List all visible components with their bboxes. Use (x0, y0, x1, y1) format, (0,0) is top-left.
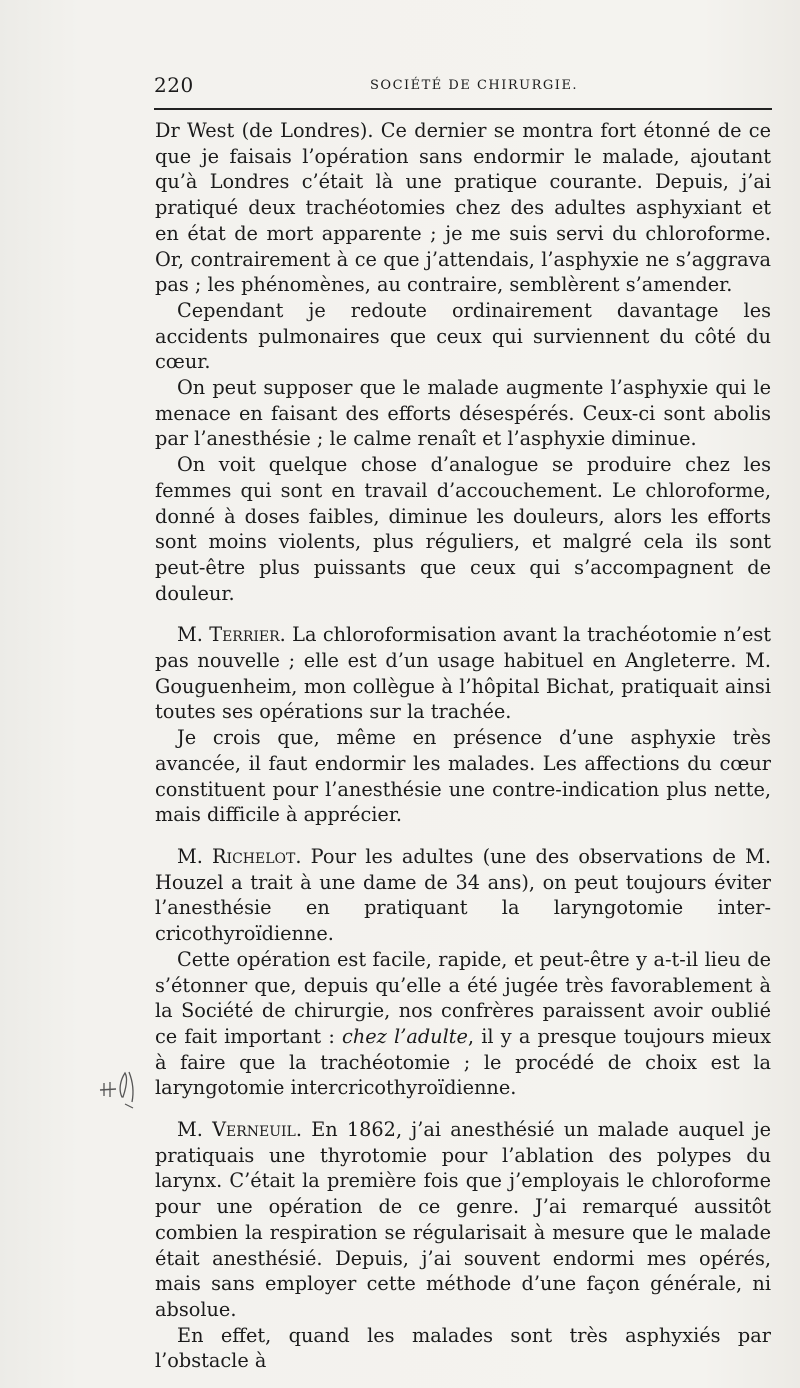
speaker-name: M. Terrier. (177, 623, 286, 647)
paragraph-terrier: M. Terrier. La chloroformisation avant la trachéotomie n’est pas nouvelle ; elle est d’un usage habituel en Angleterre. M. Gouguenheim, mon collègue à l’hôpital Bichat, pratiquait ainsi toutes ses opérations sur la trachée. (155, 623, 771, 724)
paragraph-accouchement: On voit quelque chose d’analogue se produire chez les femmes qui sont en travail d’accouchement. Le chloroforme, donné à doses faibles, diminue les douleurs, alors les efforts sont moins violents, plus réguliers, et malgré cela ils sont peut-être plus puissants que ceux qui s’accompagnent de douleur. (155, 453, 771, 605)
emphasis-text: chez l’adulte (342, 1024, 468, 1048)
speaker-name: M. Verneuil. (177, 1118, 302, 1142)
body-text (155, 118, 771, 1374)
paragraph-en-effet: En effet, quand les malades sont très asphyxiés par l’obstacle à (155, 1323, 771, 1373)
paragraph-accidents: Cependant je redoute ordinairement davantage les accidents pulmonaires que ceux qui surviennent du côté du cœur. (155, 298, 771, 374)
paragraph-operation-facile: Cette opération est facile, rapide, et peut-être y a-t-il lieu de s’étonner que, depuis qu’elle a été jugée très favorablement à la Société de chirurgie, nos confrères paraissent avoir oublié ce fait important : chez l’adulte, il y a presque toujours mieux à faire que la trachéotomie ; le procédé de choix est la laryngotomie intercricothyroïdienne. (155, 947, 771, 1100)
header-rule (154, 108, 772, 110)
running-head: SOCIÉTÉ DE CHIRURGIE. (370, 78, 579, 93)
paragraph-richelot: M. Richelot. Pour les adultes (une des observations de M. Houzel a trait à une dame de 34 ans), on peut toujours éviter l’anesthésie en pratiquant la laryngotomie inter-cricothyroïdienne. (155, 844, 772, 946)
page-header (154, 73, 774, 101)
page-number: 220 (154, 73, 194, 97)
speaker-name: M. Richelot. (177, 844, 302, 868)
paragraph-west: Dr West (de Londres). Ce dernier se montra fort étonné de ce que je faisais l’opération sans endormir le malade, ajoutant qu’à Londres c’était là une pratique courante. Depuis, j’ai pratiqué deux trachéotomies chez des adultes asphyxiant et en état de mort apparente ; je me suis servi du chloroforme. Or, contrairement à ce que j’attendais, l’asphyxie ne s’aggrava pas ; les phénomènes, au contraire, semblèrent s’amender. (155, 119, 771, 297)
paragraph-verneuil: M. Verneuil. En 1862, j’ai anesthésié un malade auquel je pratiquais une thyrotomie pour l’ablation des polypes du larynx. C’était la première fois que j’employais le chloroforme pour une opération de ce genre. J’ai remarqué aussitôt combien la respiration se régularisait à mesure que le malade était anesthésié. Depuis, j’ai souvent endormi mes opérés, mais sans employer cette méthode d’une façon générale, ni absolue. (155, 1118, 771, 1321)
paragraph-endormir: Je crois que, même en présence d’une asphyxie très avancée, il faut endormir les malades. Les affections du cœur constituent pour l’anesthésie une contre-indication plus nette, mais difficile à apprécier. (155, 726, 771, 827)
handwritten-margin-mark (98, 1064, 142, 1114)
paragraph-asphyxie: On peut supposer que le malade augmente l’asphyxie qui le menace en faisant des efforts désespérés. Ceux-ci sont abolis par l’anesthésie ; le calme renaît et l’asphyxie diminue. (155, 376, 771, 451)
